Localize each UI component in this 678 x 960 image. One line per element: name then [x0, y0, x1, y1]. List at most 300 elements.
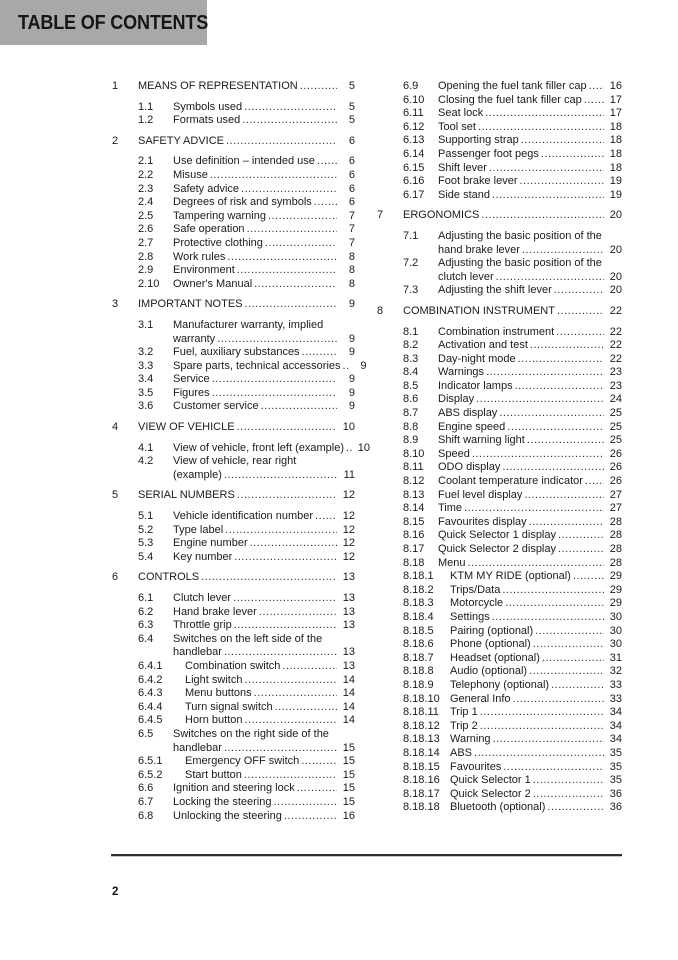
toc-row — [377, 788, 622, 802]
dot-leader — [315, 510, 337, 524]
toc-entry-body — [138, 135, 355, 149]
dot-leader — [275, 701, 337, 715]
toc-entry-body — [438, 134, 622, 148]
toc-chapter-row — [377, 209, 622, 223]
dot-leader — [541, 148, 604, 162]
toc-entry-title: Trip 1 — [450, 706, 478, 719]
toc-entry-page: 9 — [348, 298, 355, 311]
toc-entry-body — [138, 80, 355, 94]
toc-entry-body — [450, 679, 622, 693]
toc-entry-title-lastline — [438, 121, 622, 135]
dot-leader — [472, 448, 604, 462]
toc-entry-title-lastline — [438, 421, 622, 435]
toc-entry-title: Hand brake lever — [173, 605, 257, 618]
toc-entry-number: 8.3 — [403, 352, 419, 365]
toc-row — [112, 183, 355, 197]
dot-leader — [478, 121, 604, 135]
toc-entry-page: 17 — [609, 107, 622, 120]
toc-entry-title: SERIAL NUMBERS — [138, 489, 235, 502]
dot-leader — [302, 346, 337, 360]
toc-entry-page: 10 — [357, 441, 370, 454]
toc-entry-title-lastline — [438, 148, 622, 162]
dot-leader — [217, 333, 337, 347]
toc-row — [112, 455, 355, 482]
toc-row — [112, 606, 355, 620]
toc-entry-title: Tampering warning — [173, 209, 266, 222]
toc-entry-title: Closing the fuel tank filler cap — [438, 93, 582, 106]
toc-entry-body — [438, 94, 622, 108]
toc-entry-number: 8.18.11 — [403, 706, 439, 719]
toc-chapter-row — [112, 571, 355, 585]
toc-entry-page: 34 — [609, 733, 622, 746]
toc-entry-page: 30 — [609, 610, 622, 623]
toc-entry-page: 6 — [348, 155, 355, 168]
toc-entry-title: Activation and test — [438, 339, 528, 352]
toc-row — [112, 387, 355, 401]
toc-row — [377, 611, 622, 625]
toc-entry-body — [173, 196, 355, 210]
toc-row — [377, 489, 622, 503]
toc-entry-title-lastline — [450, 638, 622, 652]
toc-right-column — [377, 80, 622, 823]
toc-row — [112, 551, 355, 565]
toc-entry-number: 2.1 — [138, 155, 154, 168]
dot-leader — [273, 796, 337, 810]
toc-entry-number: 6.10 — [403, 93, 425, 106]
toc-entry-title: (example) — [173, 468, 222, 481]
dot-leader — [515, 380, 604, 394]
toc-entry-page: 7 — [348, 209, 355, 222]
toc-entry-page: 26 — [609, 475, 622, 488]
toc-entry-number: 7 — [377, 209, 384, 222]
toc-entry-title: ODO display — [438, 461, 501, 474]
toc-entry-title-lastline — [185, 714, 355, 728]
dot-leader — [554, 284, 604, 298]
dot-leader — [225, 524, 337, 538]
toc-entry-title: Key number — [173, 550, 233, 563]
dot-leader — [237, 264, 337, 278]
toc-entry-title: Coolant temperature indicator — [438, 475, 583, 488]
toc-entry-title-lastline — [438, 516, 622, 530]
toc-row — [377, 257, 622, 284]
toc-entry-number: 8.18.13 — [403, 733, 440, 746]
toc-entry-body — [173, 782, 355, 796]
toc-row — [377, 638, 622, 652]
toc-entry-page: 8 — [348, 250, 355, 263]
toc-entry-body — [450, 720, 622, 734]
toc-entry-title-lastline — [438, 366, 622, 380]
toc-row — [112, 210, 355, 224]
toc-entry-page: 13 — [342, 592, 355, 604]
toc-entry-title-lastline — [173, 373, 355, 387]
toc-entry-title: Combination switch — [185, 659, 281, 672]
toc-entry-title: Misuse — [173, 168, 208, 181]
toc-entry-title-lastline — [438, 407, 622, 421]
toc-entry-number: 5.2 — [138, 523, 154, 536]
dot-leader — [527, 434, 604, 448]
toc-row — [112, 592, 355, 606]
toc-entry-title-lastline — [173, 210, 355, 224]
toc-entry-title: Clutch lever — [173, 592, 232, 604]
toc-entry-title-lastline — [450, 801, 622, 815]
dot-leader — [480, 706, 604, 720]
toc-entry-title-lastline — [173, 510, 355, 524]
dot-leader — [585, 475, 604, 489]
toc-entry-title-lastline — [185, 701, 355, 715]
toc-entry-title-line: Adjusting the basic position of the — [438, 229, 602, 242]
dot-leader — [521, 134, 604, 148]
toc-entry-page: 10 — [342, 421, 355, 434]
toc-entry-body — [173, 359, 367, 374]
toc-entry-title: Warning — [450, 733, 491, 746]
toc-entry-number: 2.9 — [138, 264, 154, 277]
toc-entry-page: 28 — [609, 515, 622, 528]
toc-entry-title-lastline — [438, 557, 622, 571]
toc-entry-page: 15 — [342, 755, 355, 768]
toc-row — [112, 223, 355, 237]
toc-entry-number: 8.18.16 — [403, 774, 440, 787]
toc-entry-number: 6.5.1 — [138, 755, 163, 768]
toc-entry-body — [438, 502, 622, 516]
toc-entry-number: 5 — [112, 489, 119, 502]
toc-entry-title: Display — [438, 393, 475, 406]
dot-leader — [489, 162, 604, 176]
toc-entry-title: Formats used — [173, 114, 241, 127]
toc-entry-title-lastline — [173, 782, 355, 796]
toc-row — [377, 175, 622, 189]
toc-entry-title-lastline — [173, 155, 355, 169]
toc-entry-title-lastline — [450, 706, 622, 720]
toc-entry-title: Emergency OFF switch — [185, 755, 300, 768]
toc-entry-body — [450, 733, 622, 747]
dot-leader — [201, 571, 337, 585]
dot-leader — [492, 189, 604, 203]
dot-leader — [499, 407, 604, 421]
toc-entry-body — [450, 706, 622, 720]
dot-leader — [503, 761, 604, 775]
toc-entry-number: 8.18.14 — [403, 746, 440, 759]
toc-entry-title-lastline — [185, 755, 355, 769]
toc-row — [377, 326, 622, 340]
toc-entry-body — [438, 189, 622, 203]
toc-row — [112, 633, 355, 660]
toc-entry-page: 14 — [342, 673, 355, 686]
toc-entry-title: Locking the steering — [173, 795, 272, 808]
toc-entry-page: 19 — [609, 188, 622, 201]
toc-entry-body — [450, 570, 622, 584]
toc-entry-title-lastline — [173, 619, 355, 633]
toc-entry-title-lastline — [438, 448, 622, 462]
toc-entry-body — [173, 319, 355, 346]
toc-entry-body — [438, 475, 622, 489]
toc-entry-body — [438, 175, 622, 189]
dot-leader — [224, 469, 337, 483]
toc-entry-title-lastline — [173, 646, 355, 660]
toc-row — [112, 346, 355, 360]
toc-entry-body — [173, 728, 355, 755]
toc-entry-page: 12 — [342, 523, 355, 536]
toc-entry-number: 2.10 — [138, 277, 160, 290]
toc-entry-page: 7 — [348, 236, 355, 249]
toc-entry-page: 14 — [342, 700, 355, 713]
toc-entry-title: Safety advice — [173, 182, 240, 195]
toc-entry-body — [138, 489, 355, 503]
toc-entry-body — [438, 148, 622, 162]
dot-leader — [533, 788, 604, 802]
toc-entry-page: 30 — [609, 638, 622, 651]
toc-entry-title: Passenger foot pegs — [438, 147, 539, 160]
toc-entry-page: 29 — [609, 583, 622, 596]
toc-entry-number: 8.18.3 — [403, 597, 434, 610]
toc-entry-page: 27 — [609, 502, 622, 515]
toc-row — [377, 107, 622, 121]
toc-entry-body — [438, 284, 622, 298]
toc-entry-number: 8.18.1 — [403, 570, 434, 583]
toc-entry-title-lastline — [438, 271, 622, 285]
toc-entry-number: 2.2 — [138, 168, 154, 181]
toc-entry-body — [173, 537, 355, 551]
toc-entry-page: 13 — [342, 605, 355, 618]
toc-row — [112, 619, 355, 633]
toc-entry-title-lastline — [185, 769, 355, 783]
toc-entry-title-lastline — [450, 761, 622, 775]
dot-leader — [481, 209, 604, 223]
toc-entry-number: 1.2 — [138, 114, 154, 127]
dot-leader — [265, 237, 337, 251]
toc-entry-body — [438, 80, 622, 94]
toc-entry-title-lastline — [438, 94, 622, 108]
toc-entry-body — [173, 441, 370, 456]
toc-entry-title-lastline — [173, 592, 355, 606]
toc-entry-page: 20 — [609, 270, 622, 283]
toc-entry-page: 15 — [342, 795, 355, 808]
dot-leader — [547, 801, 604, 815]
toc-entry-page: 13 — [342, 659, 355, 672]
toc-entry-title: Tool set — [438, 120, 476, 133]
toc-row — [377, 448, 622, 462]
toc-row — [377, 516, 622, 530]
toc-entry-title: Quick Selector 2 display — [438, 543, 556, 555]
toc-entry-title: Menu — [438, 556, 466, 569]
toc-entry-body — [403, 209, 622, 223]
toc-row — [377, 284, 622, 298]
toc-entry-page: 19 — [609, 175, 622, 188]
toc-entry-body — [438, 407, 622, 421]
toc-entry-body — [450, 665, 622, 679]
toc-entry-body — [185, 701, 355, 715]
toc-entry-title-lastline — [173, 441, 370, 456]
toc-entry-number: 6.4.1 — [138, 659, 163, 672]
toc-entry-title-lastline — [173, 333, 355, 347]
toc-entry-title: Service — [173, 373, 210, 386]
toc-row — [112, 524, 355, 538]
toc-entry-title-lastline — [438, 353, 622, 367]
toc-entry-number: 8.16 — [403, 529, 425, 542]
toc-entry-page: 8 — [348, 264, 355, 277]
toc-entry-body — [173, 524, 355, 538]
toc-entry-body — [438, 461, 622, 475]
dot-leader — [551, 679, 604, 693]
toc-entry-number: 6.4.5 — [138, 714, 163, 727]
toc-entry-title: Vehicle identification number — [173, 510, 314, 523]
toc-entry-body — [450, 652, 622, 666]
dot-leader — [245, 298, 337, 312]
toc-entry-page: 28 — [609, 556, 622, 569]
toc-entry-body — [173, 223, 355, 237]
toc-row — [377, 652, 622, 666]
toc-entry-title-lastline — [173, 387, 355, 401]
dot-leader — [492, 611, 604, 625]
table-of-contents — [112, 80, 622, 823]
toc-entry-body — [438, 393, 622, 407]
toc-row — [112, 537, 355, 551]
toc-entry-number: 3.2 — [138, 346, 154, 359]
toc-entry-title-lastline — [438, 529, 622, 543]
page-header — [0, 0, 207, 45]
toc-entry-page: 36 — [609, 787, 622, 800]
dot-leader — [522, 244, 604, 258]
toc-entry-number: 3.1 — [138, 318, 154, 331]
toc-entry-title-lastline — [173, 251, 355, 265]
toc-entry-title: Turn signal switch — [185, 700, 273, 713]
toc-chapter-row — [112, 489, 355, 503]
toc-entry-title-lastline — [185, 687, 355, 701]
toc-entry-body — [438, 121, 622, 135]
dot-leader — [533, 638, 604, 652]
toc-entry-page: 12 — [342, 550, 355, 563]
toc-row — [377, 665, 622, 679]
toc-row — [377, 733, 622, 747]
dot-leader — [589, 80, 604, 94]
toc-entry-body — [450, 788, 622, 802]
toc-entry-body — [450, 747, 622, 761]
toc-entry-body — [185, 769, 355, 783]
toc-entry-title-lastline — [450, 597, 622, 611]
toc-entry-title: VIEW OF VEHICLE — [138, 421, 235, 434]
toc-row — [112, 796, 355, 810]
toc-entry-body — [173, 633, 355, 660]
toc-entry-number: 3.3 — [138, 359, 154, 372]
toc-entry-number: 2.4 — [138, 196, 154, 209]
toc-entry-number: 3 — [112, 298, 119, 311]
dot-leader — [493, 733, 604, 747]
toc-row — [377, 421, 622, 435]
toc-row — [112, 714, 355, 728]
toc-row — [112, 510, 355, 524]
toc-entry-title-lastline — [173, 400, 355, 414]
toc-entry-title-lastline — [450, 611, 622, 625]
toc-entry-body — [173, 796, 355, 810]
toc-entry-body — [438, 380, 622, 394]
toc-entry-number: 8.14 — [403, 502, 425, 515]
toc-entry-number: 6.4.4 — [138, 700, 163, 713]
toc-entry-title: warranty — [173, 332, 216, 345]
toc-entry-page: 25 — [609, 420, 622, 433]
toc-row — [112, 196, 355, 210]
toc-entry-body — [438, 434, 622, 448]
dot-leader — [529, 516, 604, 530]
toc-entry-title-lastline — [450, 693, 622, 707]
toc-entry-body — [138, 421, 355, 435]
toc-row — [112, 155, 355, 169]
toc-entry-number: 8.6 — [403, 393, 419, 406]
toc-entry-number: 2.6 — [138, 223, 154, 236]
toc-entry-title-lastline — [185, 674, 355, 688]
toc-entry-body — [438, 353, 622, 367]
toc-chapter-row — [112, 80, 355, 94]
toc-entry-body — [438, 516, 622, 530]
toc-entry-title: Foot brake lever — [438, 175, 518, 188]
toc-entry-title: Spare parts, technical accessories — [173, 359, 341, 372]
toc-entry-body — [450, 774, 622, 788]
page-title: TABLE OF CONTENTS — [18, 10, 209, 34]
dot-leader — [226, 135, 337, 149]
toc-entry-body — [438, 366, 622, 380]
toc-entry-page: 23 — [609, 379, 622, 392]
dot-leader — [212, 373, 337, 387]
dot-leader — [558, 543, 604, 557]
toc-entry-page: 18 — [609, 120, 622, 133]
toc-entry-title: Side stand — [438, 188, 490, 201]
toc-entry-body — [185, 755, 355, 769]
dot-leader — [250, 537, 337, 551]
toc-entry-number: 4 — [112, 421, 119, 434]
dot-leader — [343, 360, 349, 374]
toc-entry-title: Day-night mode — [438, 352, 516, 365]
toc-entry-body — [438, 326, 622, 340]
toc-row — [377, 366, 622, 380]
toc-entry-page: 20 — [609, 284, 622, 297]
dot-leader — [535, 625, 604, 639]
toc-entry-number: 8.1 — [403, 325, 419, 338]
toc-entry-page: 8 — [348, 277, 355, 290]
toc-entry-title: MEANS OF REPRESENTATION — [138, 80, 298, 92]
toc-entry-title-lastline — [450, 570, 622, 584]
toc-entry-title-lastline — [450, 733, 622, 747]
toc-entry-title-lastline — [438, 80, 622, 94]
dot-leader — [502, 584, 604, 598]
dot-leader — [519, 175, 604, 189]
toc-entry-page: 9 — [348, 386, 355, 399]
toc-entry-title-line: Manufacturer warranty, implied — [173, 318, 324, 331]
toc-entry-body — [138, 298, 355, 312]
toc-entry-page: 35 — [609, 760, 622, 773]
toc-row — [377, 121, 622, 135]
toc-entry-title: ABS display — [438, 407, 498, 420]
toc-entry-title: hand brake lever — [438, 243, 520, 256]
dot-leader — [244, 101, 337, 115]
toc-row — [377, 706, 622, 720]
toc-entry-body — [438, 339, 622, 353]
toc-entry-page: 18 — [609, 134, 622, 147]
toc-entry-number: 3.4 — [138, 373, 154, 386]
toc-entry-body — [438, 448, 622, 462]
toc-entry-title: Bluetooth (optional) — [450, 801, 546, 814]
toc-entry-body — [173, 346, 355, 360]
toc-row — [377, 529, 622, 543]
toc-row — [112, 755, 355, 769]
toc-row — [377, 80, 622, 94]
toc-entry-page: 16 — [609, 80, 622, 92]
toc-entry-title-lastline — [138, 489, 355, 503]
toc-entry-number: 8.11 — [403, 461, 424, 474]
toc-row — [377, 774, 622, 788]
toc-entry-page: 33 — [609, 678, 622, 691]
toc-entry-number: 7.1 — [403, 229, 419, 242]
dot-leader — [468, 557, 604, 571]
toc-entry-page: 35 — [609, 746, 622, 759]
toc-entry-title: Warnings — [438, 366, 485, 379]
